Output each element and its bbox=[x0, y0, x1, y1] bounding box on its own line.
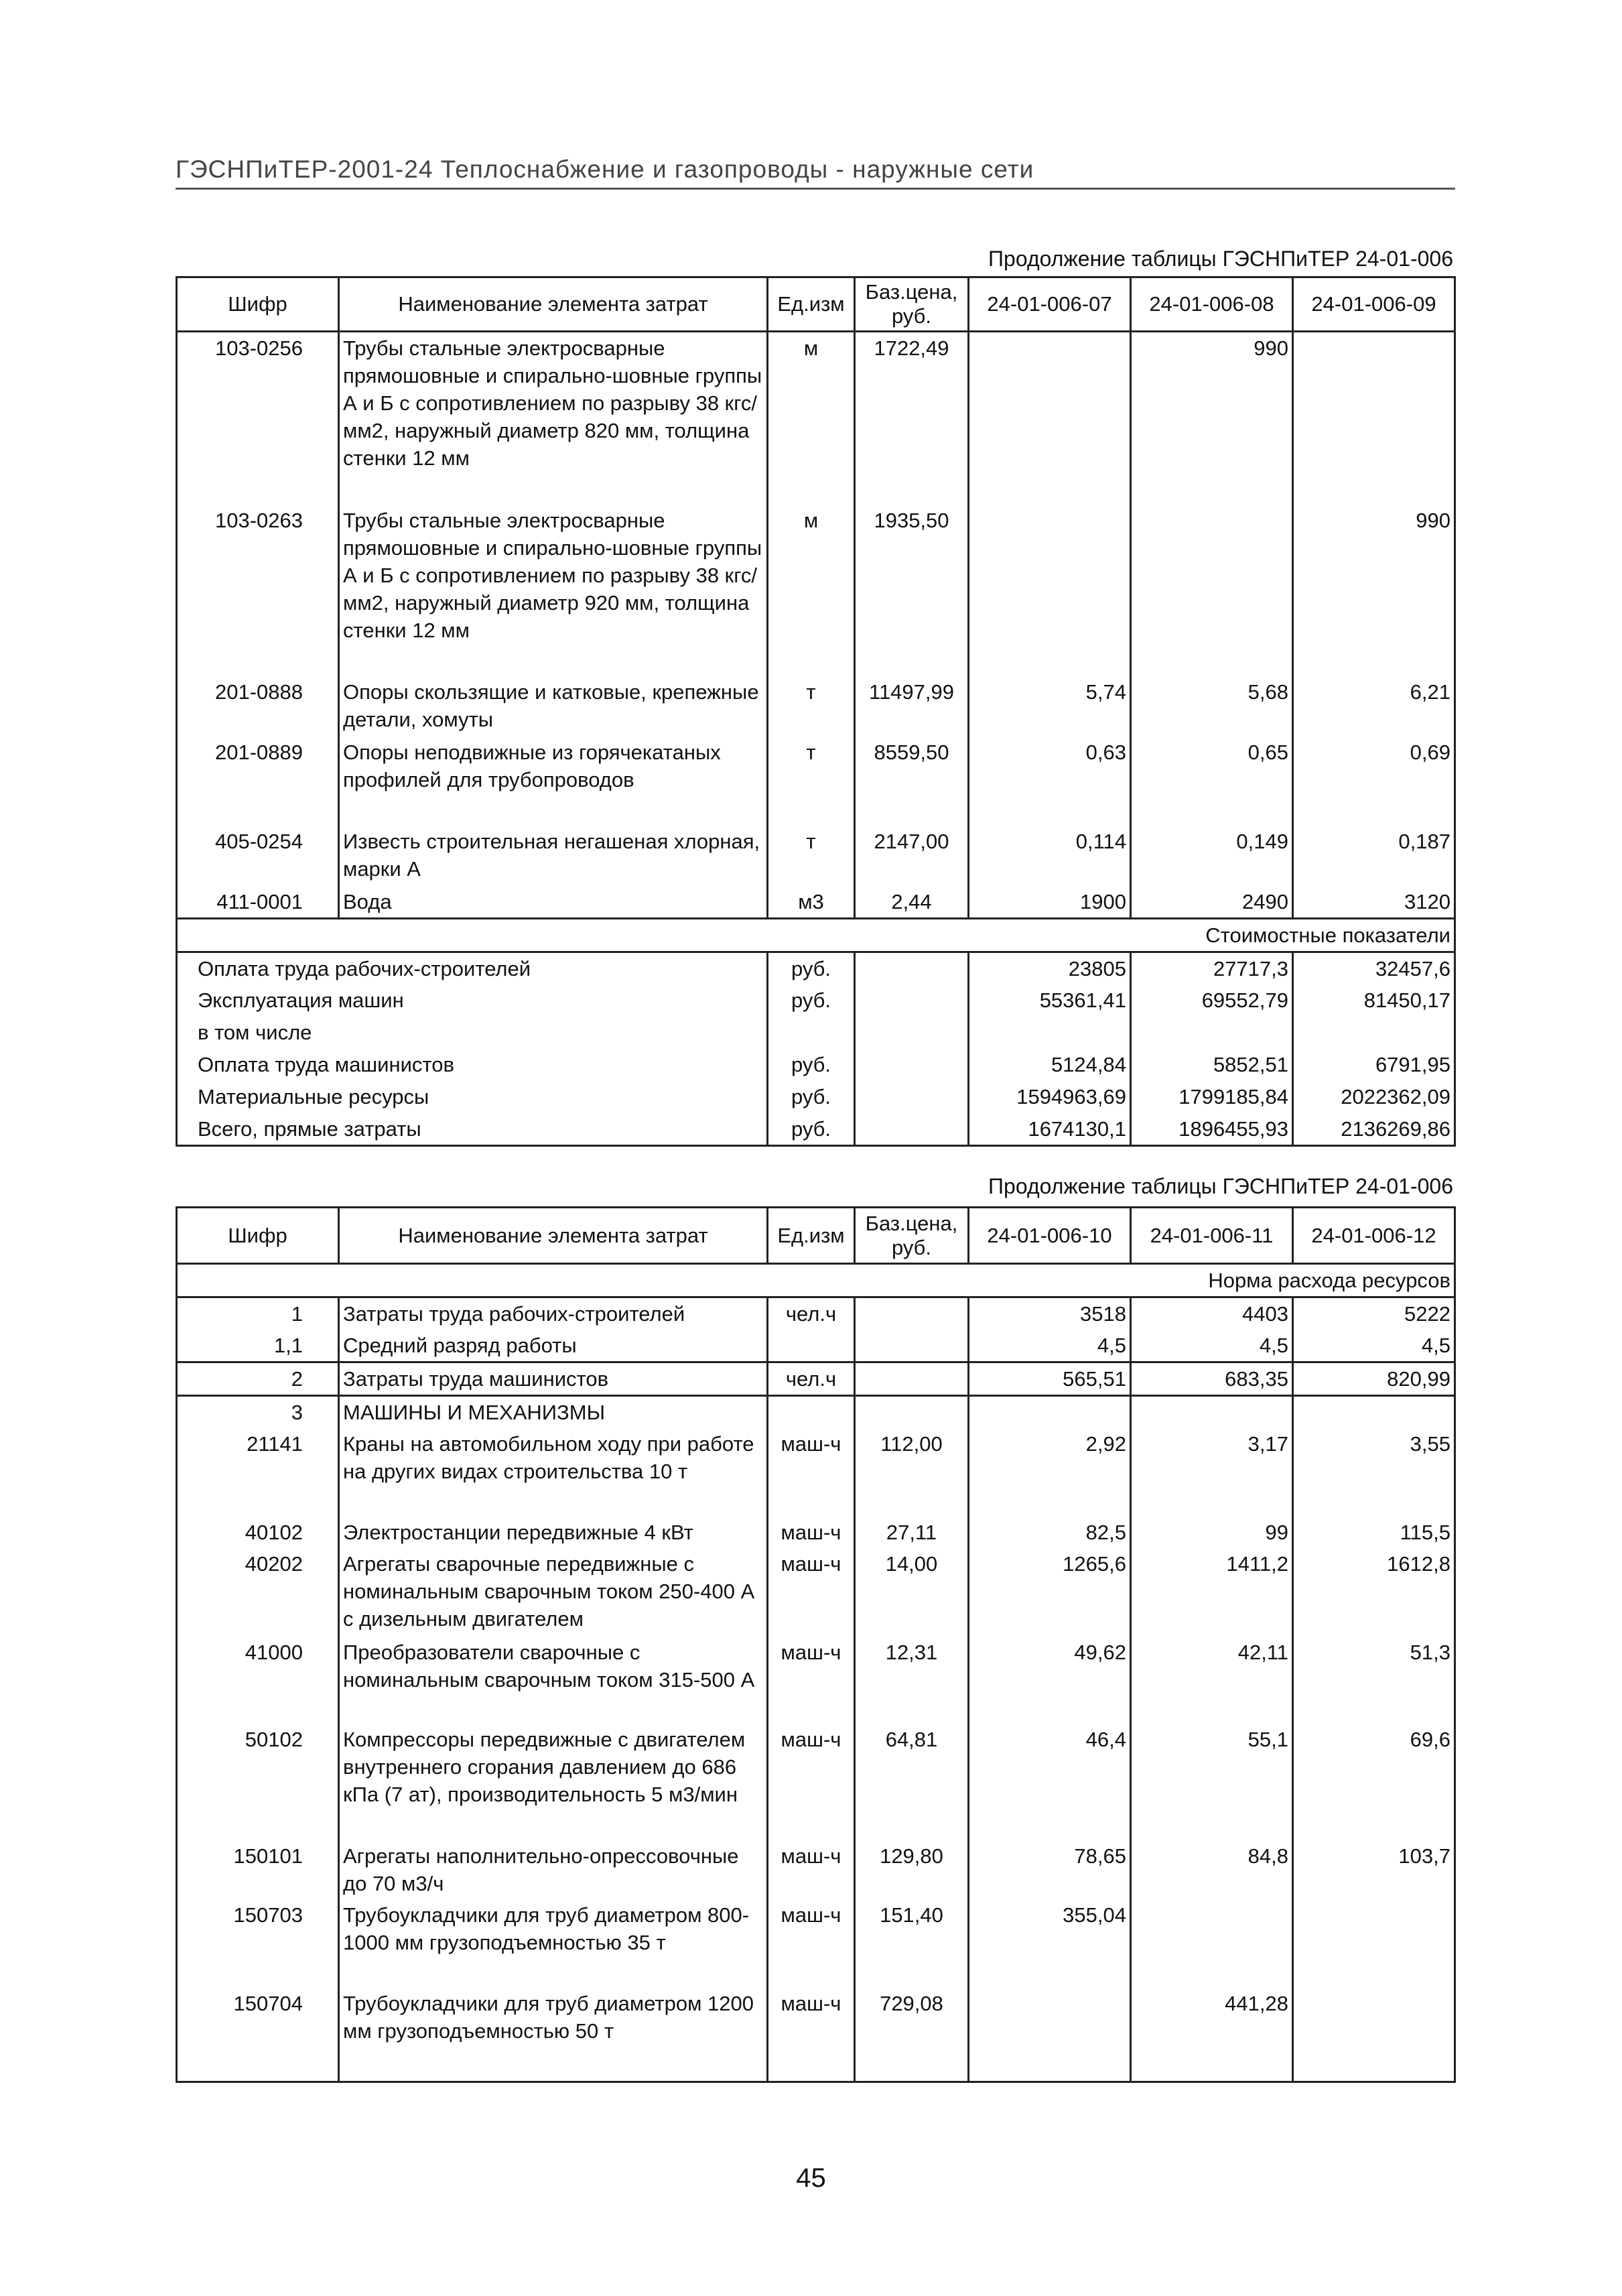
column-header-norm-10: 24-01-006-10 bbox=[969, 1208, 1131, 1264]
row-code: 405-0254 bbox=[177, 826, 339, 886]
row-name: Средний разряд работы bbox=[339, 1330, 768, 1362]
row-unit: м3 bbox=[798, 889, 824, 913]
page-number: 45 bbox=[796, 2163, 826, 2193]
row-value-07: 0,63 bbox=[969, 737, 1131, 826]
row-value-12: 4,5 bbox=[1293, 1330, 1455, 1362]
row-value-11 bbox=[1131, 1899, 1293, 1988]
row-name: Опоры неподвижные из горячекатаных профилей для трубопроводов bbox=[339, 737, 768, 826]
resource-table-2 bbox=[176, 1206, 1456, 2083]
column-header-norm-09: 24-01-006-09 bbox=[1293, 277, 1455, 332]
row-value-10: 82,5 bbox=[969, 1517, 1131, 1548]
table-row bbox=[177, 737, 1455, 826]
table-row bbox=[177, 1548, 1455, 1637]
row-price: 2147,00 bbox=[855, 826, 969, 886]
row-price bbox=[855, 1362, 969, 1396]
summary-value-08: 69552,79 bbox=[1131, 984, 1293, 1017]
summary-value-08: 1896455,93 bbox=[1131, 1113, 1293, 1146]
row-value-10: 78,65 bbox=[969, 1840, 1131, 1899]
row-value-08: 0,149 bbox=[1131, 826, 1293, 886]
row-value-10: 1265,6 bbox=[969, 1548, 1131, 1637]
row-name: Преобразователи сварочные с номинальным сварочным током 315-500 А bbox=[339, 1637, 768, 1724]
row-value-11: 42,11 bbox=[1131, 1637, 1293, 1724]
row-value-10 bbox=[969, 1988, 1131, 2082]
row-unit: чел.ч bbox=[768, 1362, 855, 1396]
row-value-10: 355,04 bbox=[969, 1899, 1131, 1988]
row-name: Компрессоры передвижные с двигателем внутреннего сгорания давлением до 686 кПа (7 ат), производительность 5 м3/мин bbox=[339, 1724, 768, 1840]
row-value-09: 3120 bbox=[1293, 886, 1455, 919]
row-value-12: 103,7 bbox=[1293, 1840, 1455, 1899]
table-header-row bbox=[177, 1208, 1455, 1264]
row-value-11: 441,28 bbox=[1131, 1988, 1293, 2082]
row-value-10: 4,5 bbox=[969, 1330, 1131, 1362]
row-price: 112,00 bbox=[855, 1428, 969, 1517]
row-value-11: 4403 bbox=[1131, 1297, 1293, 1330]
column-header-norm-08: 24-01-006-08 bbox=[1131, 277, 1293, 332]
summary-unit: руб. bbox=[768, 952, 855, 984]
row-value-12: 820,99 bbox=[1293, 1362, 1455, 1396]
row-unit: маш-ч bbox=[781, 1903, 841, 1927]
summary-name: Эксплуатация машин bbox=[177, 984, 768, 1017]
summary-row bbox=[177, 1113, 1455, 1146]
summary-row bbox=[177, 984, 1455, 1017]
row-value-12: 51,3 bbox=[1293, 1637, 1455, 1724]
table-row bbox=[177, 826, 1455, 886]
cost-indicators-header: Стоимостные показатели bbox=[177, 918, 1455, 952]
row-value-10: 3518 bbox=[969, 1297, 1131, 1330]
table-row bbox=[177, 505, 1455, 676]
row-code: 3 bbox=[177, 1396, 339, 1429]
row-price: 12,31 bbox=[855, 1637, 969, 1724]
summary-name: Оплата труда рабочих-строителей bbox=[177, 952, 768, 984]
row-name: Трубоукладчики для труб диаметром 800-1000 мм грузоподъемностью 35 т bbox=[339, 1899, 768, 1988]
table-row bbox=[177, 1637, 1455, 1724]
table-row bbox=[177, 1428, 1455, 1517]
summary-value-09 bbox=[1293, 1017, 1455, 1049]
column-header-name: Наименование элемента затрат bbox=[339, 1208, 768, 1264]
row-price: 8559,50 bbox=[855, 737, 969, 826]
row-code: 40202 bbox=[177, 1548, 339, 1637]
row-unit: маш-ч bbox=[768, 1988, 855, 2082]
row-value-09: 0,187 bbox=[1293, 826, 1455, 886]
summary-price bbox=[855, 1049, 969, 1081]
row-unit: маш-ч bbox=[781, 1432, 841, 1456]
table-row bbox=[177, 1396, 1455, 1429]
norm-header-row bbox=[177, 1264, 1455, 1297]
row-value-08: 0,65 bbox=[1131, 737, 1293, 826]
row-code: 1,1 bbox=[177, 1330, 339, 1362]
column-header-price: Баз.цена, руб. bbox=[855, 1208, 969, 1264]
page-header: ГЭСНПиТЕР-2001-24 Теплоснабжение и газопроводы - наружные сети bbox=[176, 155, 1455, 190]
row-value-10 bbox=[969, 1396, 1131, 1429]
row-unit: маш-ч bbox=[781, 1552, 841, 1576]
row-unit: м bbox=[803, 336, 819, 360]
table-header-row bbox=[177, 277, 1455, 332]
row-value-11: 99 bbox=[1131, 1517, 1293, 1548]
norm-header: Норма расхода ресурсов bbox=[177, 1264, 1455, 1297]
row-code: 201-0888 bbox=[177, 676, 339, 737]
summary-value-09: 32457,6 bbox=[1293, 952, 1455, 984]
table-row bbox=[177, 1724, 1455, 1840]
row-value-11: 4,5 bbox=[1131, 1330, 1293, 1362]
row-price: 1935,50 bbox=[855, 505, 969, 676]
row-code: 103-0256 bbox=[177, 332, 339, 505]
row-unit: т bbox=[806, 680, 816, 704]
summary-value-09: 2136269,86 bbox=[1293, 1113, 1455, 1146]
row-value-07: 1900 bbox=[969, 886, 1131, 919]
table1-caption: Продолжение таблицы ГЭСНПиТЕР 24-01-006 bbox=[988, 247, 1453, 271]
table-row bbox=[177, 1297, 1455, 1330]
row-value-07 bbox=[969, 332, 1131, 505]
row-code: 103-0263 bbox=[177, 505, 339, 676]
row-value-11 bbox=[1131, 1396, 1293, 1429]
summary-unit: руб. bbox=[768, 1113, 855, 1146]
row-value-10: 565,51 bbox=[969, 1362, 1131, 1396]
summary-value-08: 5852,51 bbox=[1131, 1049, 1293, 1081]
row-price bbox=[855, 1330, 969, 1362]
summary-name: Всего, прямые затраты bbox=[177, 1113, 768, 1146]
column-header-norm-11: 24-01-006-11 bbox=[1131, 1208, 1293, 1264]
column-header-norm-07: 24-01-006-07 bbox=[969, 277, 1131, 332]
row-name: Трубы стальные электросварные прямошовные и спирально-шовные группы А и Б с сопротивлением по разрыву 38 кгс/мм2, наружный диаметр 820 мм, толщина стенки 12 мм bbox=[339, 332, 768, 505]
row-value-12 bbox=[1293, 1396, 1455, 1429]
row-name: Агрегаты наполнительно-опрессовочные до 70 м3/ч bbox=[339, 1840, 768, 1899]
row-code: 40102 bbox=[177, 1517, 339, 1548]
row-value-10: 2,92 bbox=[969, 1428, 1131, 1517]
row-value-10: 46,4 bbox=[969, 1724, 1131, 1840]
summary-value-07 bbox=[969, 1017, 1131, 1049]
resource-table-1 bbox=[176, 276, 1456, 1147]
row-value-08: 5,68 bbox=[1131, 676, 1293, 737]
row-code: 411-0001 bbox=[177, 886, 339, 919]
table-row bbox=[177, 1899, 1455, 1988]
row-code: 41000 bbox=[177, 1637, 339, 1724]
row-price: 11497,99 bbox=[855, 676, 969, 737]
summary-value-07: 55361,41 bbox=[969, 984, 1131, 1017]
row-code: 150703 bbox=[177, 1899, 339, 1988]
summary-price bbox=[855, 952, 969, 984]
summary-unit: руб. bbox=[768, 1049, 855, 1081]
column-header-code: Шифр bbox=[177, 277, 339, 332]
row-value-07 bbox=[969, 505, 1131, 676]
row-price: 151,40 bbox=[855, 1899, 969, 1988]
row-value-12: 5222 bbox=[1293, 1297, 1455, 1330]
table-row bbox=[177, 1840, 1455, 1899]
summary-unit: руб. bbox=[768, 1081, 855, 1113]
row-value-12 bbox=[1293, 1899, 1455, 1988]
row-name: МАШИНЫ И МЕХАНИЗМЫ bbox=[339, 1396, 768, 1429]
row-value-09: 990 bbox=[1293, 505, 1455, 676]
table-row bbox=[177, 1330, 1455, 1362]
cost-indicators-row bbox=[177, 918, 1455, 952]
column-header-price: Баз.цена, руб. bbox=[855, 277, 969, 332]
row-price: 1722,49 bbox=[855, 332, 969, 505]
summary-value-08 bbox=[1131, 1017, 1293, 1049]
row-price: 27,11 bbox=[855, 1517, 969, 1548]
row-price: 729,08 bbox=[855, 1988, 969, 2082]
row-unit: маш-ч bbox=[781, 1641, 841, 1664]
summary-value-07: 1674130,1 bbox=[969, 1113, 1131, 1146]
summary-unit bbox=[768, 1017, 855, 1049]
row-value-12: 69,6 bbox=[1293, 1724, 1455, 1840]
row-value-12: 3,55 bbox=[1293, 1428, 1455, 1517]
row-value-12: 1612,8 bbox=[1293, 1548, 1455, 1637]
row-value-12 bbox=[1293, 1988, 1455, 2082]
row-value-11: 683,35 bbox=[1131, 1362, 1293, 1396]
row-value-09: 0,69 bbox=[1293, 737, 1455, 826]
row-value-11: 1411,2 bbox=[1131, 1548, 1293, 1637]
row-name: Затраты труда рабочих-строителей bbox=[339, 1297, 768, 1330]
summary-price bbox=[855, 984, 969, 1017]
row-value-08 bbox=[1131, 505, 1293, 676]
row-value-08: 990 bbox=[1131, 332, 1293, 505]
column-header-code: Шифр bbox=[177, 1208, 339, 1264]
row-price bbox=[855, 1396, 969, 1429]
row-code: 150101 bbox=[177, 1840, 339, 1899]
summary-price bbox=[855, 1113, 969, 1146]
column-header-unit: Ед.изм bbox=[768, 277, 855, 332]
summary-value-09: 2022362,09 bbox=[1293, 1081, 1455, 1113]
row-value-11: 55,1 bbox=[1131, 1724, 1293, 1840]
row-code: 1 bbox=[177, 1297, 339, 1330]
summary-value-08: 1799185,84 bbox=[1131, 1081, 1293, 1113]
row-name: Опоры скользящие и катковые, крепежные детали, хомуты bbox=[339, 676, 768, 737]
summary-value-07: 1594963,69 bbox=[969, 1081, 1131, 1113]
row-price: 64,81 bbox=[855, 1724, 969, 1840]
summary-unit: руб. bbox=[768, 984, 855, 1017]
row-unit: маш-ч bbox=[781, 1728, 841, 1751]
table-row bbox=[177, 1517, 1455, 1548]
summary-row bbox=[177, 952, 1455, 984]
summary-name: Материальные ресурсы bbox=[177, 1081, 768, 1113]
row-unit: м bbox=[803, 508, 819, 532]
table-row bbox=[177, 1988, 1455, 2082]
row-unit: т bbox=[806, 740, 816, 764]
row-code: 21141 bbox=[177, 1428, 339, 1517]
summary-name: в том числе bbox=[177, 1017, 768, 1049]
row-unit: т bbox=[806, 829, 816, 853]
row-unit: чел.ч bbox=[785, 1302, 837, 1326]
summary-value-09: 81450,17 bbox=[1293, 984, 1455, 1017]
row-name: Известь строительная негашеная хлорная, марки А bbox=[339, 826, 768, 886]
column-header-name: Наименование элемента затрат bbox=[339, 277, 768, 332]
row-code: 2 bbox=[177, 1362, 339, 1396]
row-value-11: 3,17 bbox=[1131, 1428, 1293, 1517]
row-unit bbox=[768, 1330, 855, 1362]
row-name: Агрегаты сварочные передвижные с номинальным сварочным током 250-400 А с дизельным двигателем bbox=[339, 1548, 768, 1637]
row-value-07: 5,74 bbox=[969, 676, 1131, 737]
row-code: 150704 bbox=[177, 1988, 339, 2082]
row-code: 50102 bbox=[177, 1724, 339, 1840]
row-code: 201-0889 bbox=[177, 737, 339, 826]
row-price: 129,80 bbox=[855, 1840, 969, 1899]
row-name: Вода bbox=[339, 886, 768, 919]
row-value-12: 115,5 bbox=[1293, 1517, 1455, 1548]
row-value-09 bbox=[1293, 332, 1455, 505]
table-row bbox=[177, 676, 1455, 737]
row-unit: маш-ч bbox=[781, 1844, 841, 1868]
row-name: Краны на автомобильном ходу при работе на других видах строительства 10 т bbox=[339, 1428, 768, 1517]
table-row bbox=[177, 1362, 1455, 1396]
row-value-11: 84,8 bbox=[1131, 1840, 1293, 1899]
table2-caption: Продолжение таблицы ГЭСНПиТЕР 24-01-006 bbox=[988, 1174, 1453, 1198]
summary-name: Оплата труда машинистов bbox=[177, 1049, 768, 1081]
row-value-08: 2490 bbox=[1131, 886, 1293, 919]
row-value-10: 49,62 bbox=[969, 1637, 1131, 1724]
row-value-07: 0,114 bbox=[969, 826, 1131, 886]
summary-value-07: 23805 bbox=[969, 952, 1131, 984]
summary-value-07: 5124,84 bbox=[969, 1049, 1131, 1081]
summary-value-08: 27717,3 bbox=[1131, 952, 1293, 984]
row-name: Затраты труда машинистов bbox=[339, 1362, 768, 1396]
summary-row bbox=[177, 1017, 1455, 1049]
row-unit bbox=[768, 1396, 855, 1429]
table-row bbox=[177, 332, 1455, 505]
row-price: 14,00 bbox=[855, 1548, 969, 1637]
summary-row bbox=[177, 1081, 1455, 1113]
row-name: Электростанции передвижные 4 кВт bbox=[339, 1517, 768, 1548]
summary-price bbox=[855, 1017, 969, 1049]
column-header-unit: Ед.изм bbox=[768, 1208, 855, 1264]
row-name: Трубоукладчики для труб диаметром 1200 мм грузоподъемностью 50 т bbox=[339, 1988, 768, 2082]
row-unit: маш-ч bbox=[781, 1521, 841, 1544]
summary-price bbox=[855, 1081, 969, 1113]
row-price: 2,44 bbox=[855, 886, 969, 919]
column-header-norm-12: 24-01-006-12 bbox=[1293, 1208, 1455, 1264]
summary-row bbox=[177, 1049, 1455, 1081]
row-value-09: 6,21 bbox=[1293, 676, 1455, 737]
row-price bbox=[855, 1297, 969, 1330]
summary-value-09: 6791,95 bbox=[1293, 1049, 1455, 1081]
table-row bbox=[177, 886, 1455, 919]
row-name: Трубы стальные электросварные прямошовные и спирально-шовные группы А и Б с сопротивлением по разрыву 38 кгс/мм2, наружный диаметр 920 мм, толщина стенки 12 мм bbox=[339, 505, 768, 676]
